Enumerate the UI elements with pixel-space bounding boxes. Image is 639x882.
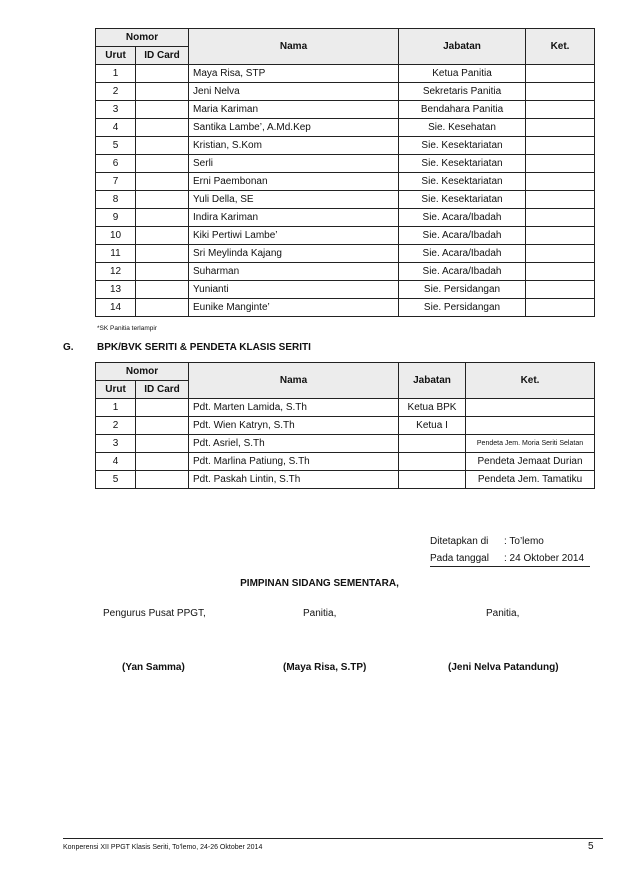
cell-ket: Pendeta Jem. Moria Seriti Selatan [466, 435, 595, 453]
cell-jabatan: Ketua BPK [399, 399, 466, 417]
table-row [96, 101, 595, 119]
cell-urut: 8 [96, 191, 136, 209]
date-value: : 24 Oktober 2014 [504, 553, 585, 564]
cell-ket [526, 263, 595, 281]
cell-id-card [136, 471, 189, 489]
cell-jabatan: Sie. Kesektariatan [399, 155, 526, 173]
cell-nama: Kiki Pertiwi Lambe’ [189, 227, 399, 245]
cell-ket [526, 119, 595, 137]
cell-id-card [136, 263, 189, 281]
table-row [96, 209, 595, 227]
cell-nama: Indira Kariman [189, 209, 399, 227]
cell-urut: 2 [96, 417, 136, 435]
cell-id-card [136, 281, 189, 299]
signature-name-2: (Maya Risa, S.TP) [283, 662, 367, 673]
cell-id-card [136, 173, 189, 191]
header-nomor: Nomor [96, 29, 189, 47]
cell-ket [526, 83, 595, 101]
cell-ket [526, 101, 595, 119]
cell-jabatan: Ketua Panitia [399, 65, 526, 83]
cell-id-card [136, 155, 189, 173]
cell-id-card [136, 209, 189, 227]
cell-nama: Pdt. Wien Katryn, S.Th [189, 417, 399, 435]
signature-name-3: (Jeni Nelva Patandung) [448, 662, 559, 673]
cell-urut: 2 [96, 83, 136, 101]
cell-urut: 4 [96, 119, 136, 137]
cell-nama: Yunianti [189, 281, 399, 299]
committee-table [95, 28, 595, 317]
cell-jabatan: Sie. Acara/Ibadah [399, 227, 526, 245]
cell-nama: Kristian, S.Kom [189, 137, 399, 155]
cell-ket [466, 399, 595, 417]
cell-nama: Sri Meylinda Kajang [189, 245, 399, 263]
section-number: G. [63, 342, 74, 353]
table-row [96, 83, 595, 101]
cell-id-card [136, 435, 189, 453]
cell-jabatan: Sekretaris Panitia [399, 83, 526, 101]
cell-nama: Santika Lambe’, A.Md.Kep [189, 119, 399, 137]
signature-role-1: Pengurus Pusat PPGT, [103, 608, 206, 619]
table-row [96, 435, 595, 453]
cell-urut: 6 [96, 155, 136, 173]
cell-urut: 3 [96, 435, 136, 453]
table-row [96, 119, 595, 137]
header-jabatan: Jabatan [399, 363, 466, 399]
cell-urut: 4 [96, 453, 136, 471]
cell-id-card [136, 137, 189, 155]
table-row [96, 299, 595, 317]
cell-id-card [136, 65, 189, 83]
signature-role-2: Panitia, [303, 608, 337, 619]
meta-underline [430, 566, 590, 567]
cell-urut: 13 [96, 281, 136, 299]
signature-title: PIMPINAN SIDANG SEMENTARA, [240, 578, 399, 589]
cell-id-card [136, 399, 189, 417]
cell-ket [526, 245, 595, 263]
cell-nama: Maya Risa, STP [189, 65, 399, 83]
cell-urut: 1 [96, 399, 136, 417]
cell-jabatan: Sie. Kesehatan [399, 119, 526, 137]
cell-ket: Pendeta Jem. Tamatiku [466, 471, 595, 489]
section-title: BPK/BVK SERITI & PENDETA KLASIS SERITI [97, 342, 311, 353]
cell-urut: 14 [96, 299, 136, 317]
cell-jabatan [399, 471, 466, 489]
date-label: Pada tanggal [430, 553, 489, 564]
table-row [96, 65, 595, 83]
table-row [96, 137, 595, 155]
cell-ket [526, 191, 595, 209]
cell-jabatan: Ketua I [399, 417, 466, 435]
table-row [96, 173, 595, 191]
cell-jabatan: Sie. Acara/Ibadah [399, 209, 526, 227]
header-ket: Ket. [526, 29, 595, 65]
cell-id-card [136, 245, 189, 263]
cell-ket [526, 137, 595, 155]
cell-urut: 9 [96, 209, 136, 227]
cell-nama: Yuli Della, SE [189, 191, 399, 209]
table-row [96, 453, 595, 471]
cell-id-card [136, 101, 189, 119]
cell-ket [526, 155, 595, 173]
cell-ket [526, 65, 595, 83]
cell-jabatan: Bendahara Panitia [399, 101, 526, 119]
cell-id-card [136, 119, 189, 137]
table-row [96, 155, 595, 173]
cell-id-card [136, 417, 189, 435]
cell-urut: 11 [96, 245, 136, 263]
cell-id-card [136, 83, 189, 101]
table-row [96, 281, 595, 299]
table-row [96, 417, 595, 435]
table-row [96, 399, 595, 417]
table-row [96, 227, 595, 245]
cell-urut: 10 [96, 227, 136, 245]
cell-urut: 1 [96, 65, 136, 83]
cell-jabatan: Sie. Acara/Ibadah [399, 245, 526, 263]
table-row [96, 245, 595, 263]
header-nama: Nama [189, 29, 399, 65]
cell-nama: Jeni Nelva [189, 83, 399, 101]
cell-nama: Serli [189, 155, 399, 173]
header-urut: Urut [96, 381, 136, 399]
cell-urut: 12 [96, 263, 136, 281]
cell-jabatan: Sie. Acara/Ibadah [399, 263, 526, 281]
cell-jabatan [399, 435, 466, 453]
cell-ket [526, 209, 595, 227]
cell-jabatan: Sie. Kesektariatan [399, 173, 526, 191]
cell-nama: Pdt. Marlina Patiung, S.Th [189, 453, 399, 471]
table-row [96, 471, 595, 489]
bpk-table [95, 362, 595, 489]
cell-jabatan: Sie. Persidangan [399, 299, 526, 317]
header-id-card: ID Card [136, 47, 189, 65]
cell-nama: Pdt. Asriel, S.Th [189, 435, 399, 453]
table-row [96, 263, 595, 281]
cell-nama: Eunike Manginte’ [189, 299, 399, 317]
cell-nama: Pdt. Paskah Lintin, S.Th [189, 471, 399, 489]
cell-ket [526, 227, 595, 245]
footer-text: Konperensi XII PPGT Klasis Seriti, To’lemo, 24-26 Oktober 2014 [63, 844, 263, 851]
cell-jabatan: Sie. Persidangan [399, 281, 526, 299]
cell-id-card [136, 453, 189, 471]
section-heading [63, 342, 311, 353]
page-number: 5 [588, 841, 594, 852]
header-nama: Nama [189, 363, 399, 399]
cell-nama: Suharman [189, 263, 399, 281]
cell-nama: Maria Kariman [189, 101, 399, 119]
cell-ket [526, 299, 595, 317]
footer-divider [63, 838, 603, 839]
header-nomor: Nomor [96, 363, 189, 381]
cell-ket [526, 281, 595, 299]
cell-urut: 5 [96, 471, 136, 489]
place-label: Ditetapkan di [430, 536, 489, 547]
cell-id-card [136, 227, 189, 245]
cell-jabatan: Sie. Kesektariatan [399, 137, 526, 155]
cell-urut: 3 [96, 101, 136, 119]
header-ket: Ket. [466, 363, 595, 399]
header-urut: Urut [96, 47, 136, 65]
cell-jabatan [399, 453, 466, 471]
cell-urut: 5 [96, 137, 136, 155]
cell-id-card [136, 191, 189, 209]
date-line [430, 553, 584, 564]
signature-role-3: Panitia, [486, 608, 520, 619]
cell-ket [526, 173, 595, 191]
table-note: *SK Panitia terlampir [97, 325, 157, 332]
cell-id-card [136, 299, 189, 317]
cell-ket: Pendeta Jemaat Durian [466, 453, 595, 471]
cell-nama: Pdt. Marten Lamida, S.Th [189, 399, 399, 417]
table-row [96, 191, 595, 209]
cell-urut: 7 [96, 173, 136, 191]
cell-ket [466, 417, 595, 435]
cell-jabatan: Sie. Kesektariatan [399, 191, 526, 209]
header-jabatan: Jabatan [399, 29, 526, 65]
cell-nama: Erni Paembonan [189, 173, 399, 191]
place-value: : To’lemo [504, 536, 544, 547]
header-id-card: ID Card [136, 381, 189, 399]
place-line [430, 536, 544, 547]
signature-name-1: (Yan Samma) [122, 662, 185, 673]
